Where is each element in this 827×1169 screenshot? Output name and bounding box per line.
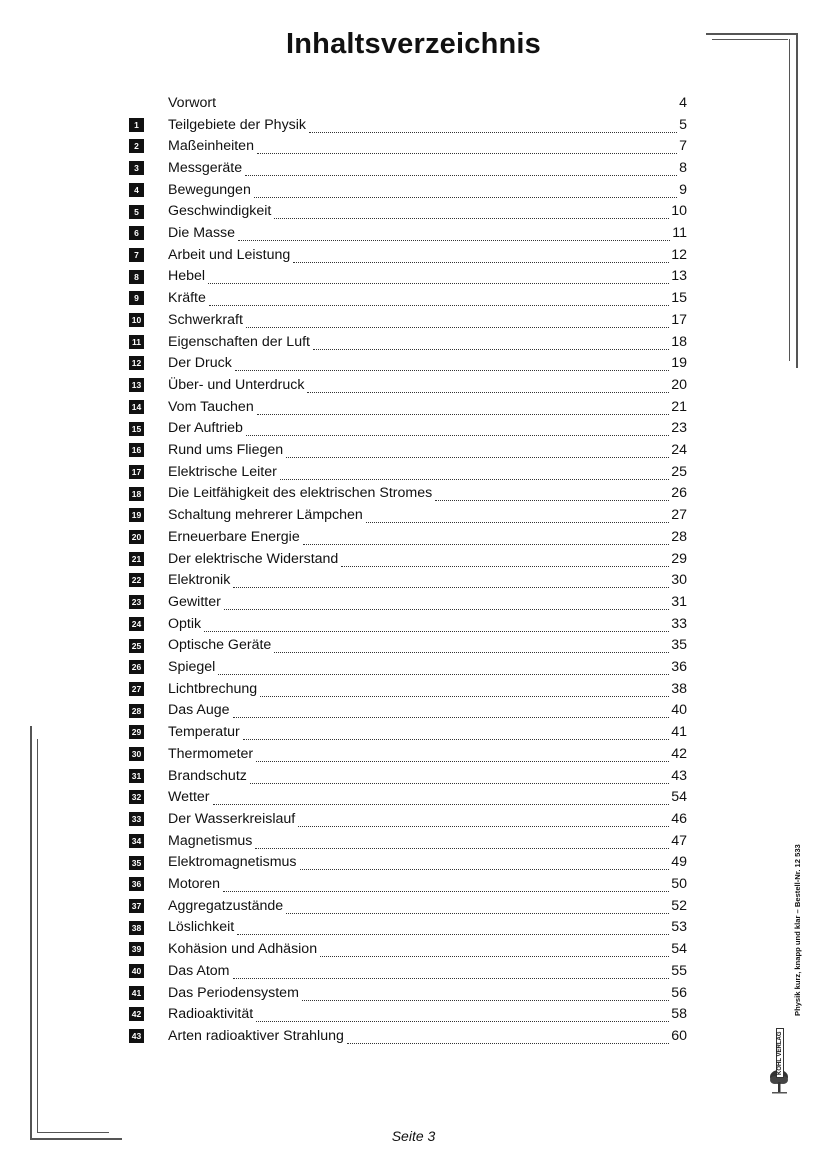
dot-leader bbox=[235, 358, 669, 371]
toc-entry-title: Radioaktivität bbox=[168, 1006, 254, 1023]
toc-entry-title: Elektrische Leiter bbox=[168, 463, 277, 480]
toc-entry bbox=[168, 960, 687, 982]
toc-page-number: 46 bbox=[671, 810, 687, 827]
toc-entry bbox=[168, 591, 687, 613]
dot-leader bbox=[246, 315, 669, 328]
toc-page-number: 11 bbox=[672, 225, 687, 242]
toc-entry-title: Gewitter bbox=[168, 593, 221, 610]
toc-page-number: 25 bbox=[671, 463, 687, 480]
toc-page-number: 52 bbox=[671, 897, 687, 914]
dot-leader bbox=[293, 250, 669, 263]
toc-entry bbox=[168, 830, 687, 852]
chapter-number-badge: 30 bbox=[129, 747, 144, 761]
chapter-number-badge: 26 bbox=[129, 660, 144, 674]
chapter-number-badge: 36 bbox=[129, 877, 144, 891]
toc-entry-title: Kräfte bbox=[168, 290, 206, 307]
toc-entry bbox=[168, 743, 687, 765]
toc-page-number: 28 bbox=[671, 528, 687, 545]
toc-entry bbox=[168, 374, 687, 396]
chapter-number-badge: 13 bbox=[129, 378, 144, 392]
chapter-number-badge: 28 bbox=[129, 704, 144, 718]
dot-leader bbox=[298, 814, 669, 827]
toc-page-number: 5 bbox=[679, 116, 687, 133]
toc-page-number: 7 bbox=[679, 138, 687, 155]
toc-page-number: 23 bbox=[671, 420, 687, 437]
toc-page-number: 53 bbox=[671, 919, 687, 936]
chapter-number-badge: 38 bbox=[129, 921, 144, 935]
dot-leader bbox=[257, 141, 677, 154]
toc-row bbox=[0, 244, 827, 266]
toc-entry-title: Das Auge bbox=[168, 702, 230, 719]
toc-entry-title: Das Periodensystem bbox=[168, 984, 299, 1001]
toc-entry bbox=[168, 439, 687, 461]
toc-entry bbox=[168, 786, 687, 808]
dot-leader bbox=[320, 944, 669, 957]
dot-leader bbox=[313, 337, 669, 350]
toc-row bbox=[0, 396, 827, 418]
toc-row bbox=[0, 374, 827, 396]
toc-page-number: 12 bbox=[671, 246, 687, 263]
dot-leader bbox=[280, 467, 669, 480]
toc-row bbox=[0, 852, 827, 874]
toc-page-number: 36 bbox=[671, 659, 687, 676]
dot-leader bbox=[256, 1009, 669, 1022]
toc-page-number: 31 bbox=[671, 593, 687, 610]
toc-page-number: 9 bbox=[679, 181, 687, 198]
toc-entry bbox=[168, 461, 687, 483]
toc-entry bbox=[168, 179, 687, 201]
toc-entry bbox=[168, 418, 687, 440]
toc-entry bbox=[168, 873, 687, 895]
toc-entry-title: Thermometer bbox=[168, 745, 254, 762]
toc-row bbox=[0, 830, 827, 852]
toc-row bbox=[0, 461, 827, 483]
toc-row bbox=[0, 287, 827, 309]
toc-entry bbox=[168, 266, 687, 288]
toc-entry-title: Geschwindigkeit bbox=[168, 203, 272, 220]
toc-row bbox=[0, 201, 827, 223]
toc-entry bbox=[168, 656, 687, 678]
toc-page-number: 56 bbox=[671, 984, 687, 1001]
toc-page-number: 55 bbox=[671, 962, 687, 979]
toc-row bbox=[0, 982, 827, 1004]
toc-entry-title: Spiegel bbox=[168, 659, 216, 676]
toc-page-number: 33 bbox=[671, 615, 687, 632]
toc-entry bbox=[168, 526, 687, 548]
toc-page-number: 15 bbox=[671, 290, 687, 307]
dot-leader bbox=[341, 554, 669, 567]
toc-row bbox=[0, 635, 827, 657]
dot-leader bbox=[209, 293, 669, 306]
toc-page-number: 13 bbox=[671, 268, 687, 285]
dot-leader bbox=[309, 120, 677, 133]
toc-row bbox=[0, 591, 827, 613]
dot-leader bbox=[256, 749, 669, 762]
dot-leader bbox=[300, 857, 670, 870]
toc-page-number: 4 bbox=[679, 94, 687, 111]
chapter-number-badge: 43 bbox=[129, 1029, 144, 1043]
toc-entry-title: Schwerkraft bbox=[168, 311, 243, 328]
toc-entry-title: Elektromagnetismus bbox=[168, 854, 297, 871]
toc-entry bbox=[168, 331, 687, 353]
chapter-number-badge: 41 bbox=[129, 986, 144, 1000]
chapter-number-badge: 9 bbox=[129, 291, 144, 305]
dot-leader bbox=[255, 836, 669, 849]
toc-row bbox=[0, 808, 827, 830]
toc-entry bbox=[168, 114, 687, 136]
toc-entry-title: Die Masse bbox=[168, 225, 236, 242]
toc-entry bbox=[168, 917, 687, 939]
toc-row bbox=[0, 266, 827, 288]
dot-leader bbox=[238, 228, 670, 241]
toc-row bbox=[0, 569, 827, 591]
toc-entry-title: Temperatur bbox=[168, 724, 240, 741]
toc-entry bbox=[168, 309, 687, 331]
toc-entry-title: Vom Tauchen bbox=[168, 398, 254, 415]
toc-entry bbox=[168, 852, 687, 874]
toc-page-number: 49 bbox=[671, 854, 687, 871]
chapter-number-badge: 40 bbox=[129, 964, 144, 978]
toc-row bbox=[0, 526, 827, 548]
chapter-number-badge: 3 bbox=[129, 161, 144, 175]
toc-entry-title: Löslichkeit bbox=[168, 919, 235, 936]
toc-page-number: 38 bbox=[671, 680, 687, 697]
dot-leader bbox=[347, 1031, 669, 1044]
toc-page-number: 18 bbox=[671, 333, 687, 350]
toc-page-number: 43 bbox=[671, 767, 687, 784]
toc-row bbox=[0, 92, 827, 114]
toc-page-number: 50 bbox=[671, 876, 687, 893]
toc-row bbox=[0, 873, 827, 895]
toc-page-number: 58 bbox=[671, 1006, 687, 1023]
dot-leader bbox=[307, 380, 669, 393]
dot-leader bbox=[286, 901, 669, 914]
toc-entry-title: Das Atom bbox=[168, 962, 230, 979]
dot-leader bbox=[223, 879, 669, 892]
toc-row bbox=[0, 786, 827, 808]
toc-entry-title: Der Druck bbox=[168, 355, 232, 372]
toc-entry-title: Eigenschaften der Luft bbox=[168, 333, 310, 350]
dot-leader bbox=[303, 532, 670, 545]
chapter-number-badge: 27 bbox=[129, 682, 144, 696]
dot-leader bbox=[435, 488, 669, 501]
dot-leader bbox=[286, 445, 669, 458]
toc-entry bbox=[168, 1003, 687, 1025]
toc-entry bbox=[168, 483, 687, 505]
toc-entry bbox=[168, 201, 687, 223]
toc-entry bbox=[168, 135, 687, 157]
toc-entry-title: Lichtbrechung bbox=[168, 680, 258, 697]
toc-row bbox=[0, 678, 827, 700]
dot-leader bbox=[237, 922, 669, 935]
dot-leader bbox=[233, 575, 669, 588]
toc-entry bbox=[168, 808, 687, 830]
dot-leader bbox=[233, 705, 670, 718]
dot-leader bbox=[218, 662, 669, 675]
toc-entry-title: Wetter bbox=[168, 789, 210, 806]
toc-entry-title: Über- und Unterdruck bbox=[168, 376, 305, 393]
toc-entry-title: Schaltung mehrerer Lämpchen bbox=[168, 507, 363, 524]
toc-row bbox=[0, 135, 827, 157]
chapter-number-badge: 42 bbox=[129, 1007, 144, 1021]
chapter-number-badge: 6 bbox=[129, 226, 144, 240]
chapter-number-badge: 20 bbox=[129, 530, 144, 544]
toc-entry-title: Bewegungen bbox=[168, 181, 251, 198]
chapter-number-badge: 19 bbox=[129, 508, 144, 522]
page-title: Inhaltsverzeichnis bbox=[285, 28, 542, 60]
chapter-number-badge: 7 bbox=[129, 248, 144, 262]
toc-entry bbox=[168, 765, 687, 787]
toc-page-number: 54 bbox=[671, 789, 687, 806]
toc-entry bbox=[168, 287, 687, 309]
toc-page-number: 47 bbox=[671, 832, 687, 849]
toc-row bbox=[0, 483, 827, 505]
chapter-number-badge: 39 bbox=[129, 942, 144, 956]
chapter-number-badge: 8 bbox=[129, 270, 144, 284]
dot-leader bbox=[246, 423, 669, 436]
dot-leader bbox=[250, 771, 669, 784]
dot-leader bbox=[366, 510, 669, 523]
toc-entry-title: Kohäsion und Adhäsion bbox=[168, 941, 318, 958]
toc-page-number: 60 bbox=[671, 1027, 687, 1044]
chapter-number-badge: 23 bbox=[129, 595, 144, 609]
toc-entry-title: Vorwort bbox=[168, 94, 217, 111]
toc-page-number: 40 bbox=[671, 702, 687, 719]
chapter-number-badge: 4 bbox=[129, 183, 144, 197]
toc-entry bbox=[168, 92, 687, 114]
toc-entry-title: Arten radioaktiver Strahlung bbox=[168, 1027, 344, 1044]
toc-entry-title: Der Auftrieb bbox=[168, 420, 243, 437]
chapter-number-badge: 35 bbox=[129, 856, 144, 870]
toc-page-number: 29 bbox=[671, 550, 687, 567]
toc-entry bbox=[168, 1025, 687, 1047]
dot-leader bbox=[274, 640, 669, 653]
dot-leader bbox=[245, 163, 677, 176]
toc-entry bbox=[168, 938, 687, 960]
toc-row bbox=[0, 613, 827, 635]
toc-entry-title: Erneuerbare Energie bbox=[168, 528, 300, 545]
chapter-number-badge: 14 bbox=[129, 400, 144, 414]
toc-page-number: 35 bbox=[671, 637, 687, 654]
toc-entry bbox=[168, 396, 687, 418]
page-footer: Seite 3 bbox=[391, 1128, 436, 1144]
toc-page-number: 8 bbox=[679, 159, 687, 176]
toc-entry-title: Brandschutz bbox=[168, 767, 247, 784]
toc-entry bbox=[168, 244, 687, 266]
toc-page-number: 42 bbox=[671, 745, 687, 762]
publisher-logo-text: KOHL VERLAG bbox=[776, 1028, 784, 1078]
toc-entry-title: Rund ums Fliegen bbox=[168, 442, 284, 459]
chapter-number-badge: 10 bbox=[129, 313, 144, 327]
toc-entry-title: Arbeit und Leistung bbox=[168, 246, 291, 263]
toc-entry-title: Der elektrische Widerstand bbox=[168, 550, 339, 567]
chapter-number-badge: 34 bbox=[129, 834, 144, 848]
toc-entry-title: Optische Geräte bbox=[168, 637, 272, 654]
dot-leader bbox=[243, 727, 669, 740]
toc-entry-title: Optik bbox=[168, 615, 202, 632]
toc-entry-title: Magnetismus bbox=[168, 832, 253, 849]
toc-entry bbox=[168, 982, 687, 1004]
chapter-number-badge: 15 bbox=[129, 422, 144, 436]
toc-entry-title: Die Leitfähigkeit des elektrischen Stromes bbox=[168, 485, 433, 502]
dot-leader bbox=[274, 206, 669, 219]
toc-page-number: 26 bbox=[671, 485, 687, 502]
toc-page-number: 30 bbox=[671, 572, 687, 589]
toc-row bbox=[0, 331, 827, 353]
dot-leader bbox=[257, 402, 670, 415]
toc-entry bbox=[168, 678, 687, 700]
chapter-number-badge: 29 bbox=[129, 725, 144, 739]
toc-row bbox=[0, 721, 827, 743]
toc-page-number: 10 bbox=[671, 203, 687, 220]
dot-leader bbox=[254, 185, 677, 198]
toc-entry-title: Maßeinheiten bbox=[168, 138, 254, 155]
toc-page-number: 27 bbox=[671, 507, 687, 524]
chapter-number-badge: 17 bbox=[129, 465, 144, 479]
chapter-number-badge: 32 bbox=[129, 790, 144, 804]
toc-row bbox=[0, 960, 827, 982]
dot-leader bbox=[213, 792, 670, 805]
chapter-number-badge: 11 bbox=[129, 335, 144, 349]
toc-row bbox=[0, 1003, 827, 1025]
dot-leader bbox=[204, 619, 669, 632]
dot-leader bbox=[224, 597, 669, 610]
toc-row bbox=[0, 895, 827, 917]
toc-row bbox=[0, 179, 827, 201]
toc-row bbox=[0, 656, 827, 678]
toc-row bbox=[0, 504, 827, 526]
toc-entry-title: Hebel bbox=[168, 268, 206, 285]
toc-page-number: 54 bbox=[671, 941, 687, 958]
toc-page-number: 17 bbox=[671, 311, 687, 328]
toc-row bbox=[0, 938, 827, 960]
chapter-number-badge: 5 bbox=[129, 205, 144, 219]
toc-row bbox=[0, 352, 827, 374]
dot-leader bbox=[233, 966, 670, 979]
toc-page-number: 41 bbox=[671, 724, 687, 741]
toc-row bbox=[0, 1025, 827, 1047]
toc-entry-title: Aggregatzustände bbox=[168, 897, 284, 914]
chapter-number-badge: 2 bbox=[129, 139, 144, 153]
toc-row bbox=[0, 222, 827, 244]
chapter-number-badge: 16 bbox=[129, 443, 144, 457]
toc-entry bbox=[168, 700, 687, 722]
toc-page-number: 20 bbox=[671, 376, 687, 393]
toc-page-number: 19 bbox=[671, 355, 687, 372]
sidebar-order-text: Physik kurz, knapp und klar – Bestell-Nr. 12 533 bbox=[793, 844, 802, 1016]
toc-row bbox=[0, 418, 827, 440]
dot-leader bbox=[208, 271, 669, 284]
toc-entry bbox=[168, 613, 687, 635]
toc-row bbox=[0, 114, 827, 136]
toc-entry bbox=[168, 548, 687, 570]
chapter-number-badge: 33 bbox=[129, 812, 144, 826]
toc-row bbox=[0, 548, 827, 570]
toc-row bbox=[0, 917, 827, 939]
toc-entry-title: Elektronik bbox=[168, 572, 231, 589]
chapter-number-badge: 24 bbox=[129, 617, 144, 631]
toc-entry bbox=[168, 721, 687, 743]
toc-row bbox=[0, 765, 827, 787]
toc-entry bbox=[168, 569, 687, 591]
dot-leader bbox=[260, 684, 669, 697]
toc-entry bbox=[168, 895, 687, 917]
toc-row bbox=[0, 743, 827, 765]
chapter-number-badge: 31 bbox=[129, 769, 144, 783]
chapter-number-badge: 21 bbox=[129, 552, 144, 566]
chapter-number-badge: 25 bbox=[129, 639, 144, 653]
toc-entry-title: Teilgebiete der Physik bbox=[168, 116, 307, 133]
toc-entry bbox=[168, 635, 687, 657]
toc-entry-title: Der Wasserkreislauf bbox=[168, 810, 296, 827]
chapter-number-badge: 12 bbox=[129, 356, 144, 370]
dot-leader bbox=[302, 988, 669, 1001]
toc-entry bbox=[168, 222, 687, 244]
toc-page-number: 21 bbox=[671, 398, 687, 415]
toc-entry-title: Messgeräte bbox=[168, 159, 243, 176]
toc-row bbox=[0, 309, 827, 331]
toc-page-number: 24 bbox=[671, 442, 687, 459]
toc-entry bbox=[168, 504, 687, 526]
chapter-number-badge: 1 bbox=[129, 118, 144, 132]
toc-row bbox=[0, 439, 827, 461]
toc-entry bbox=[168, 157, 687, 179]
toc-entry bbox=[168, 352, 687, 374]
toc-entry-title: Motoren bbox=[168, 876, 221, 893]
toc-row bbox=[0, 700, 827, 722]
chapter-number-badge: 37 bbox=[129, 899, 144, 913]
chapter-number-badge: 18 bbox=[129, 487, 144, 501]
chapter-number-badge: 22 bbox=[129, 573, 144, 587]
toc-row bbox=[0, 157, 827, 179]
